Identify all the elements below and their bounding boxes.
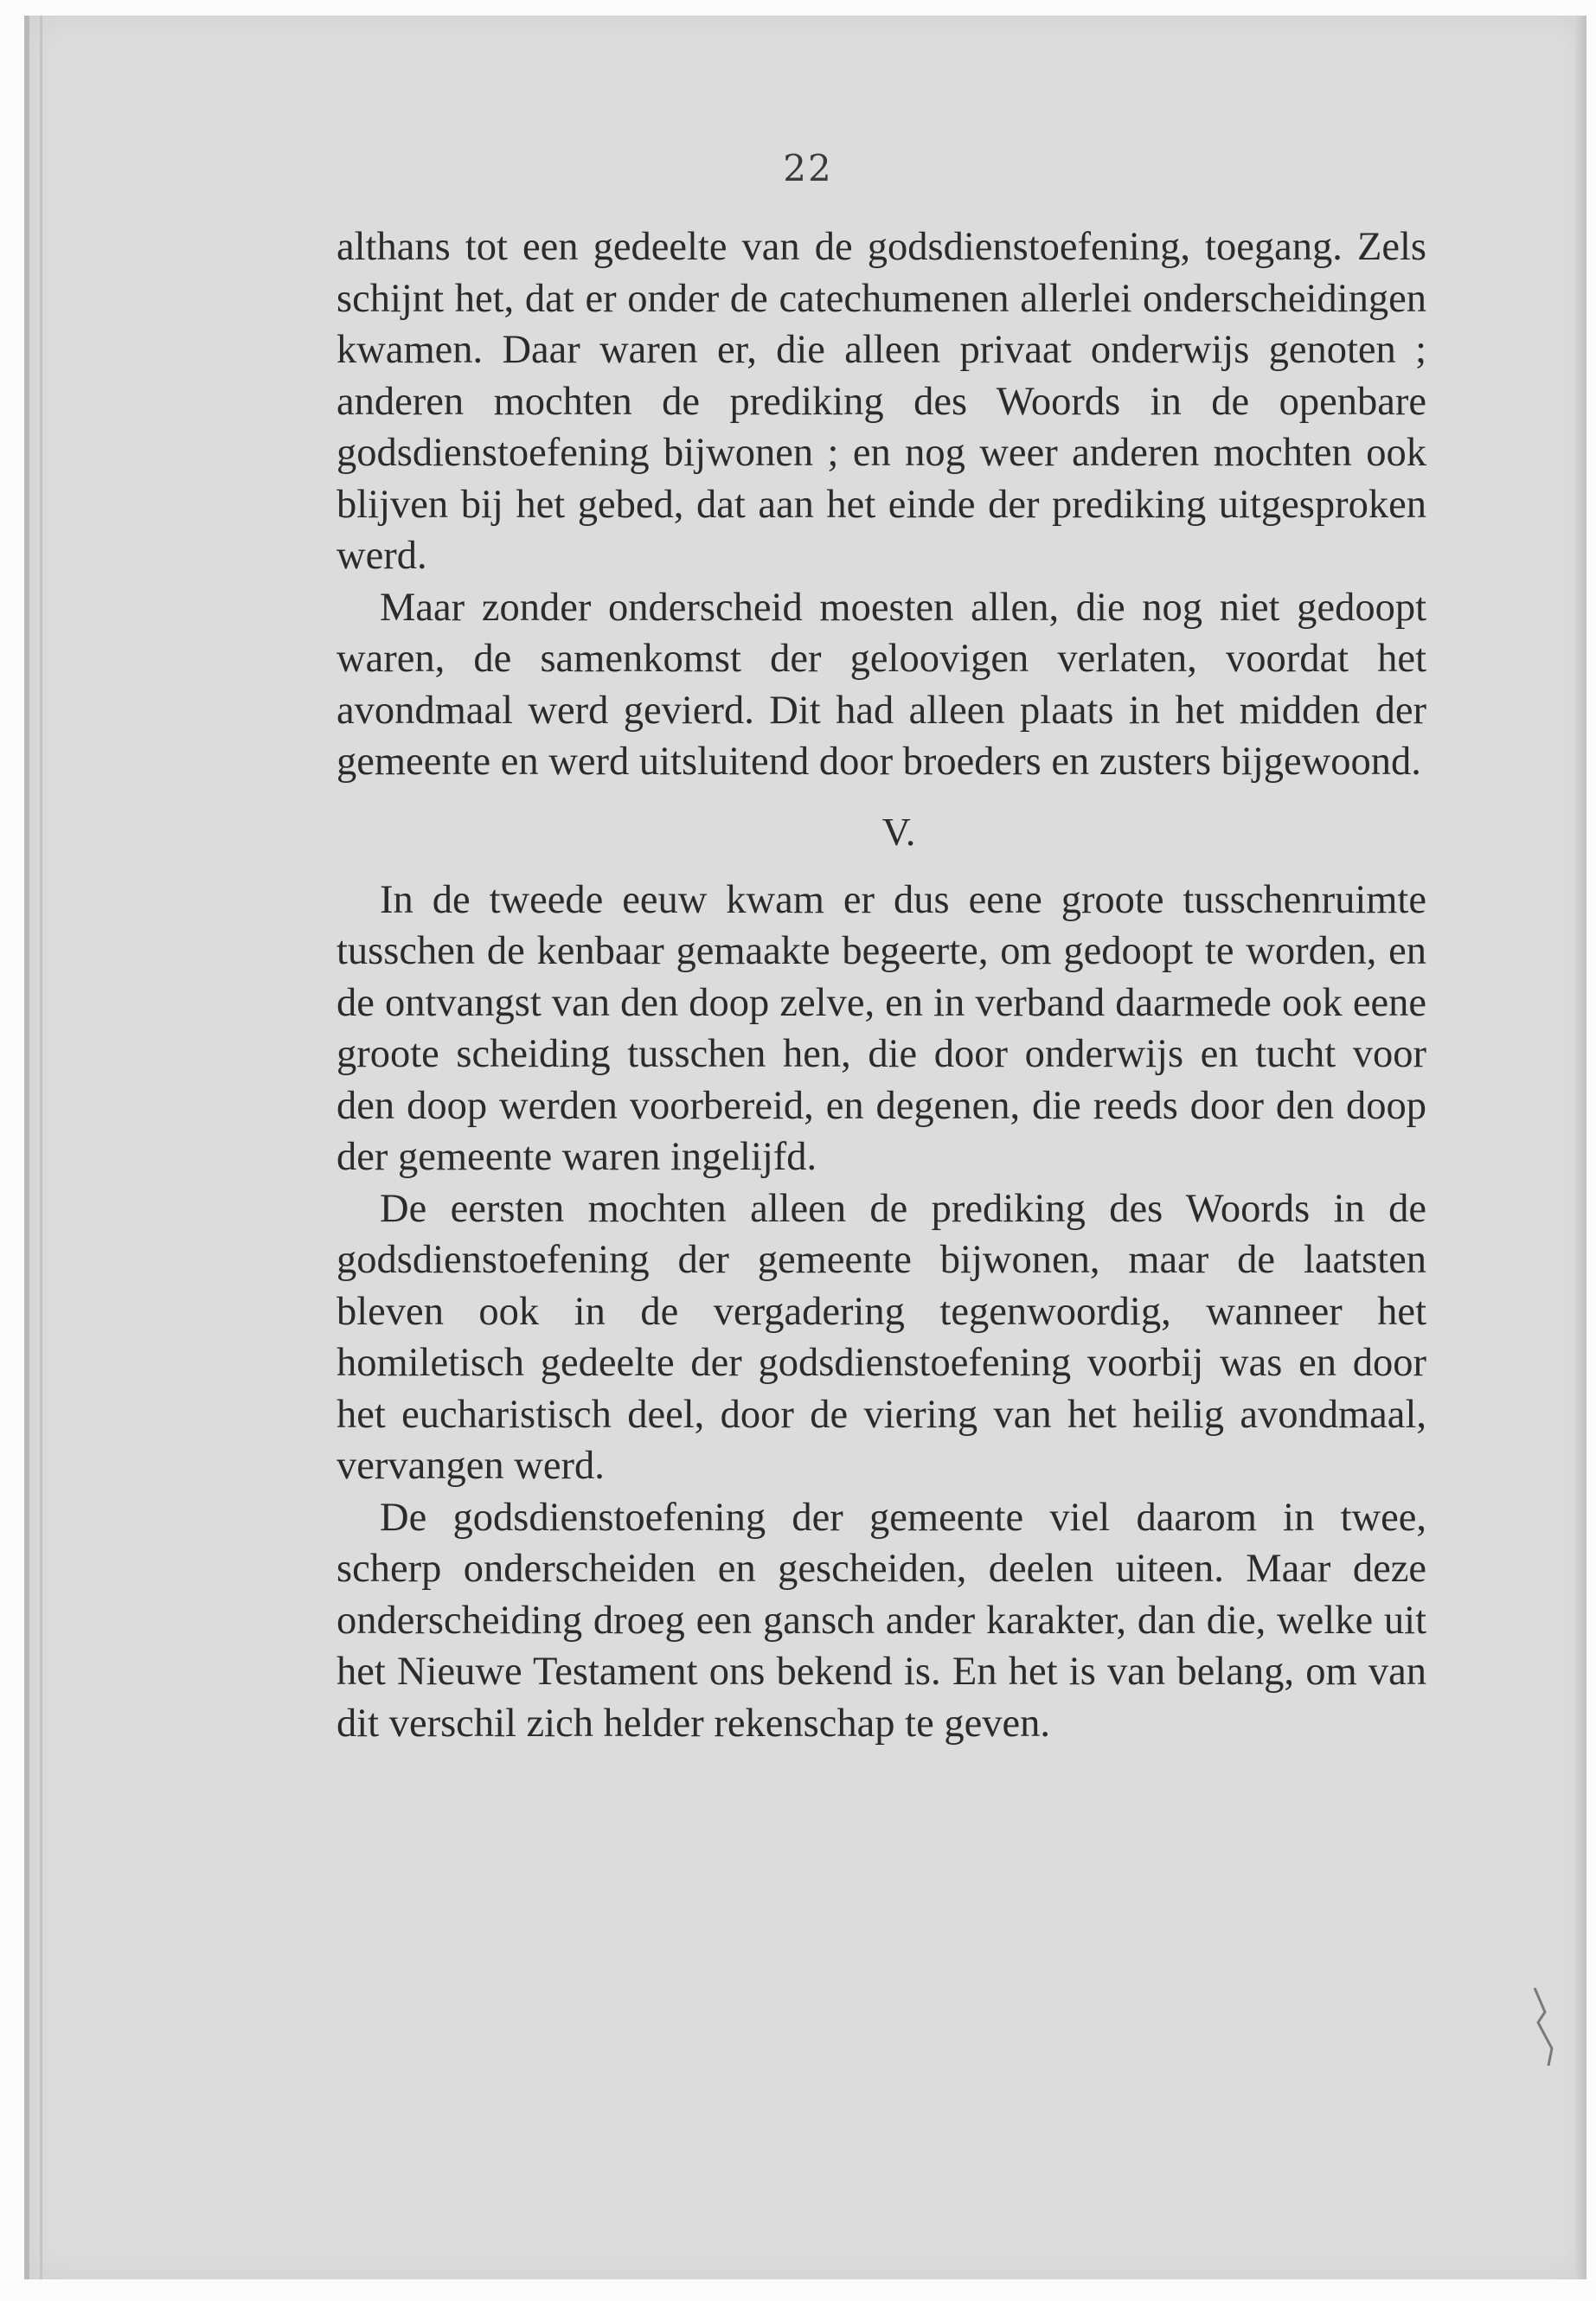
paragraph-2: Maar zonder onderscheid moesten allen, die nog niet gedoopt waren, de samenkomst der geloovigen verlaten, voordat het avondmaal werd gevierd. Dit had alleen plaats in het midden der gemeente en werd uitsluitend door broeders en zusters bijgewoond. xyxy=(337,585,1426,784)
body-text xyxy=(337,221,1426,1749)
page-tear-mark xyxy=(1526,1988,1561,2066)
page-spine-shadow xyxy=(40,16,42,2279)
paragraph-3: In de tweede eeuw kwam er dus eene groote tusschenruimte tusschen de kenbaar gemaakte begeerte, om gedoopt te worden, en de ontvangst van den doop zelve, en in verband daarmede ook eene groote scheiding tusschen hen, die door onderwijs en tucht voor den doop werden voorbereid, en degenen, die reeds door den doop der gemeente waren ingelijfd. xyxy=(337,877,1426,1179)
paragraph-5: De godsdienstoefening der gemeente viel daarom in twee, scherp onderscheiden en gescheiden, deelen uiteen. Maar deze onderscheiding droeg een gansch ander karakter, dan die, welke uit het Nieuwe Testament ons bekend is. En het is van belang, om van dit verschil zich helder rekenschap te geven. xyxy=(337,1495,1426,1746)
paragraph-4: De eersten mochten alleen de prediking des Woords in de godsdienstoefening der gemeente bijwonen, maar de laatsten bleven ook in de vergadering tegenwoordig, wanneer het homiletisch gedeelte der godsdienstoefening voorbij was en door het eucharistisch deel, door de viering van het heilig avondmaal, vervangen werd. xyxy=(337,1186,1426,1488)
page-right-edge xyxy=(1574,16,1586,2279)
page-number: 22 xyxy=(783,147,833,189)
section-heading: V. xyxy=(881,809,916,854)
book-page xyxy=(24,16,1586,2279)
paragraph-1: althans tot een gedeelte van de godsdienstoefening, toegang. Zels schijnt het, dat er onder de catechumenen allerlei onderscheidingen kwamen. Daar waren er, die alleen privaat onderwijs genoten ; anderen mochten de prediking des Woords in de openbare godsdienstoefening bijwonen ; en nog weer anderen mochten ook blijven bij het gebed, dat aan het einde der prediking uitgesproken werd. xyxy=(337,225,1426,578)
